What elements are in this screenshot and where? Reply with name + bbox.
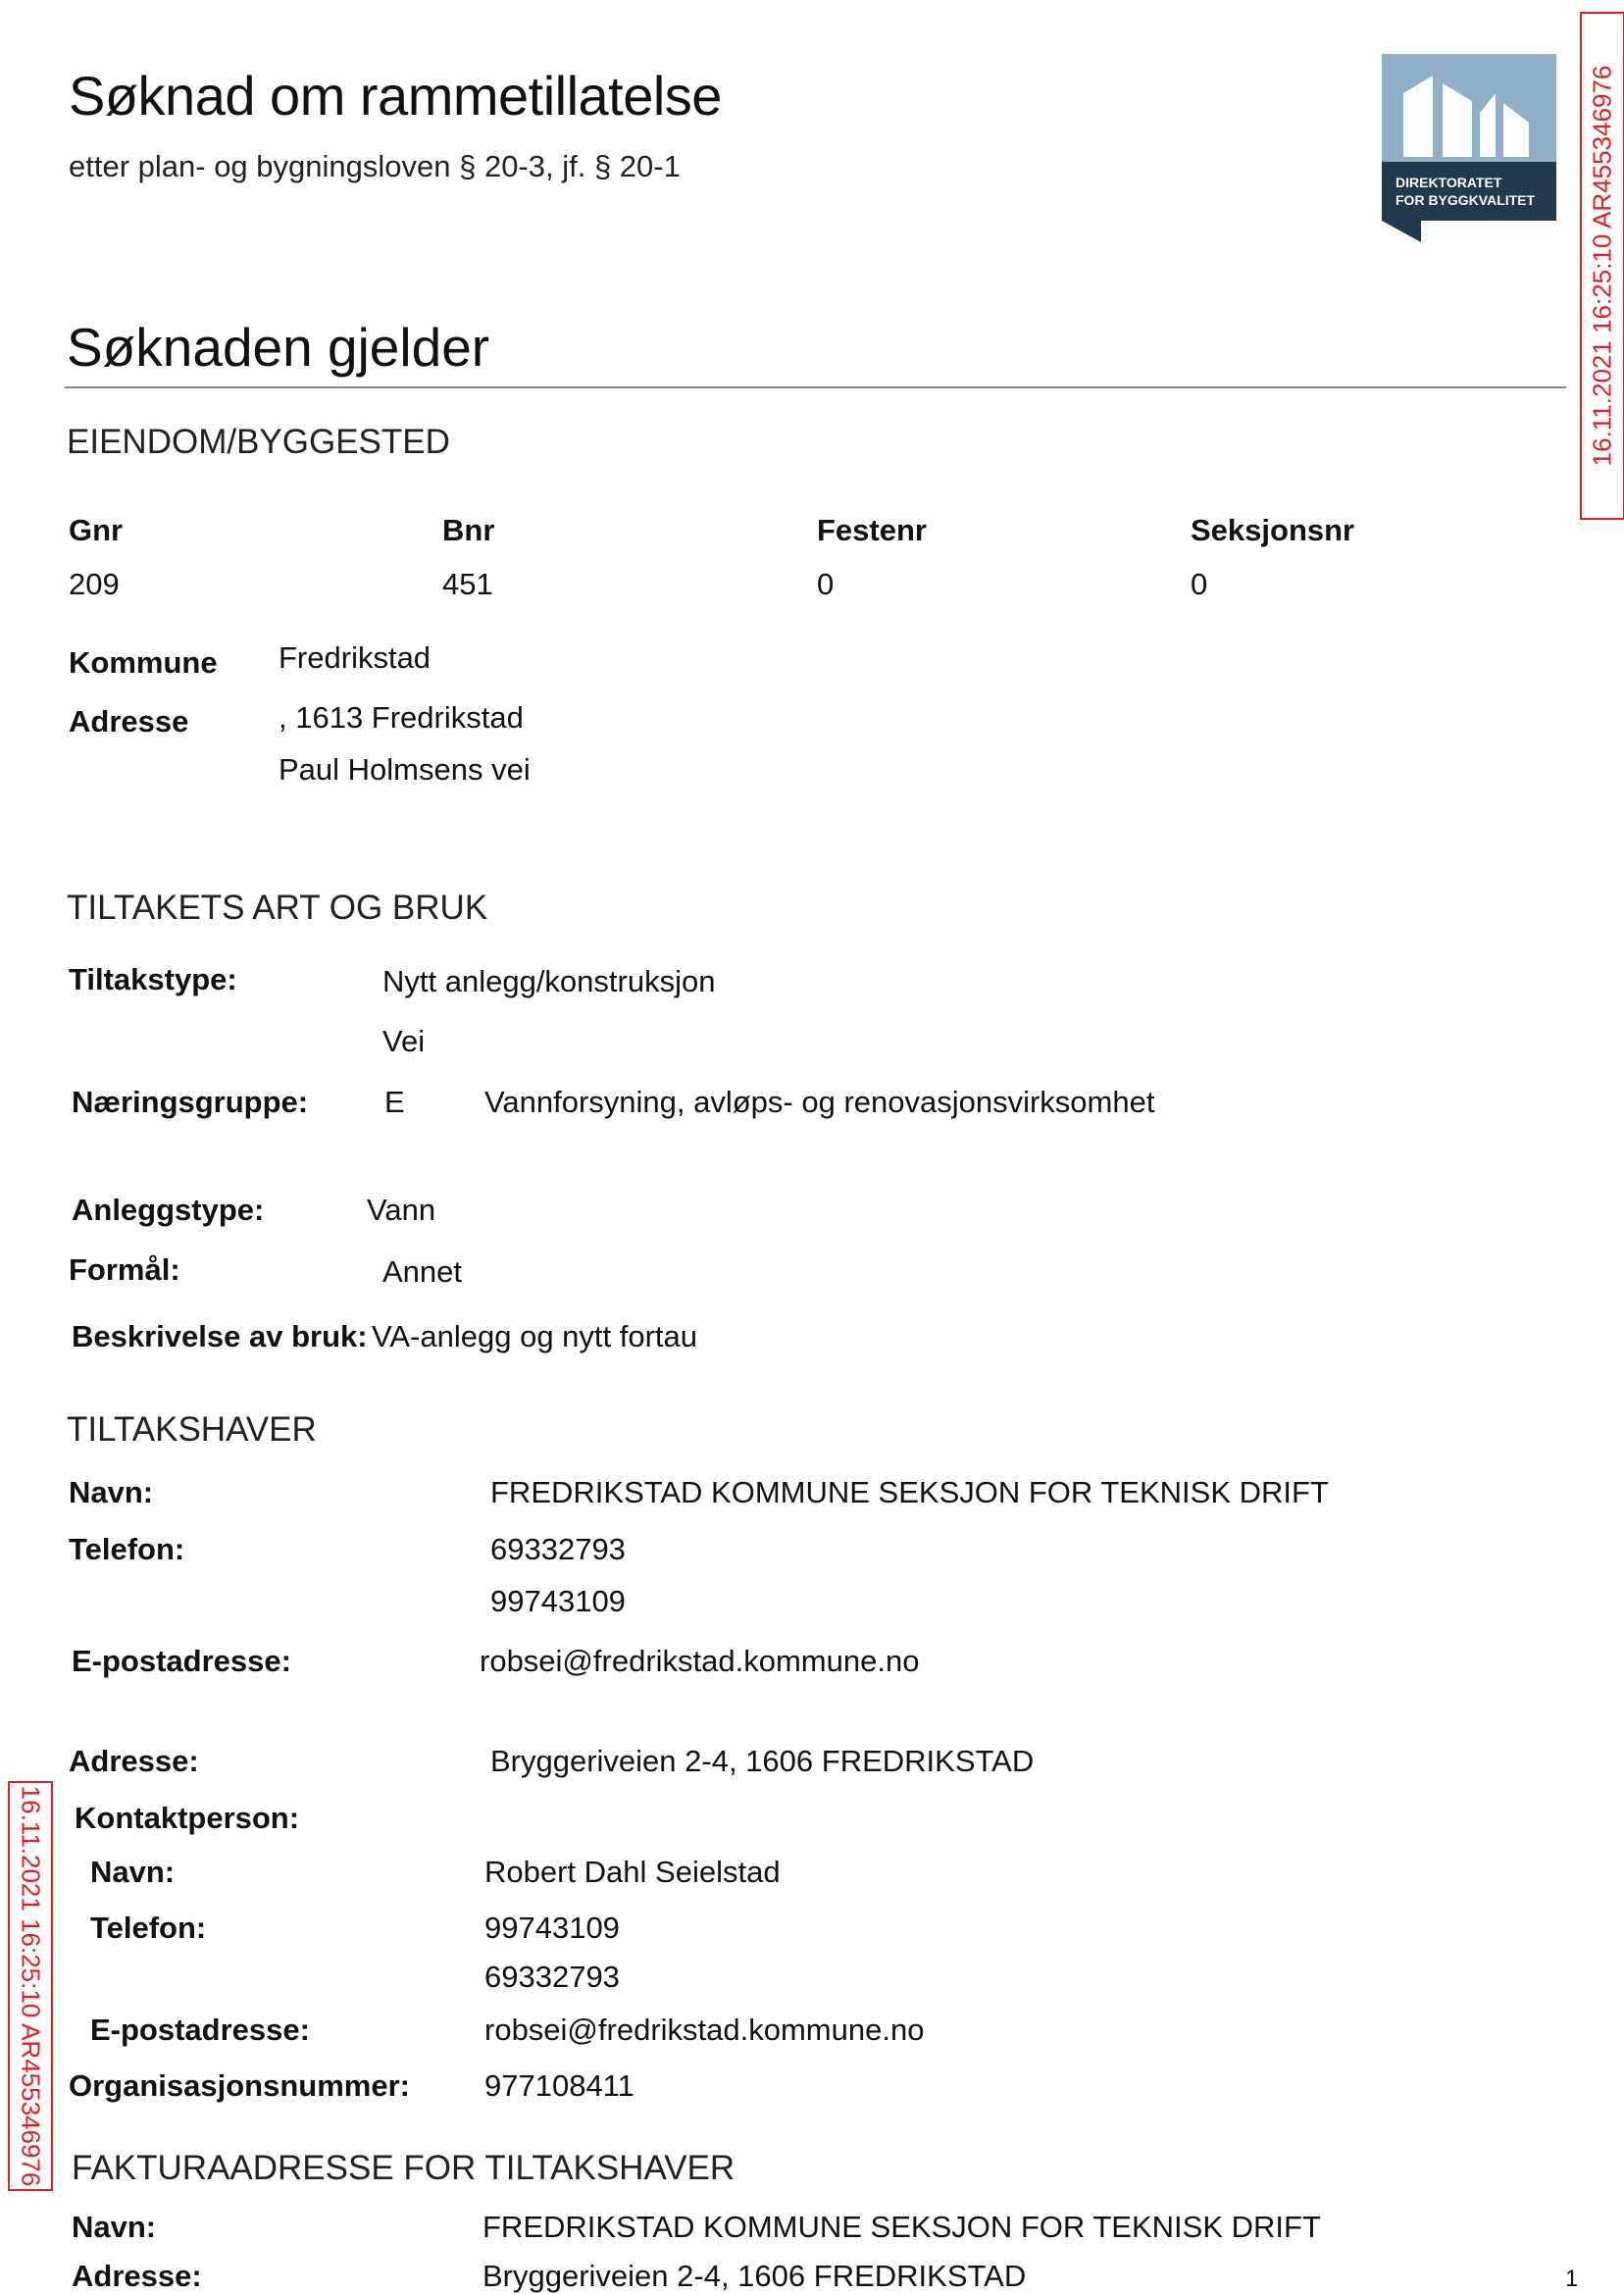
document-subtitle: etter plan- og bygningsloven § 20-3, jf. § 20-1 (69, 149, 681, 183)
stamp-text: 16.11.2021 16:25:10 AR455346976 (16, 1785, 46, 2187)
kontakt-navn-value: Robert Dahl Seielstad (484, 1855, 781, 1889)
naeringsgruppe-label: Næringsgruppe: (72, 1085, 309, 1119)
tiltakshaver-navn-value: FREDRIKSTAD KOMMUNE SEKSJON FOR TEKNISK DRIFT (490, 1475, 1329, 1509)
tiltakshaver-adresse-value: Bryggeriveien 2-4, 1606 FREDRIKSTAD (490, 1744, 1035, 1778)
logo-text-line2: FOR BYGGKVALITET (1396, 192, 1536, 208)
gnr-label: Gnr (69, 513, 124, 547)
orgnr-label: Organisasjonsnummer: (69, 2068, 410, 2103)
section-divider (65, 386, 1566, 388)
kontakt-telefon-1: 99743109 (484, 1911, 620, 1945)
festenr-label: Festenr (817, 513, 927, 547)
tiltakshaver-navn-label: Navn: (69, 1475, 154, 1509)
naeringsgruppe-code: E (384, 1085, 405, 1119)
kommune-label: Kommune (69, 645, 218, 680)
tiltakshaver-telefon-1: 69332793 (490, 1532, 626, 1566)
seksjonsnr-label: Seksjonsnr (1191, 513, 1355, 547)
bnr-value: 451 (442, 567, 493, 601)
tiltakshaver-telefon-label: Telefon: (69, 1532, 185, 1566)
tiltakshaver-heading: TILTAKSHAVER (67, 1410, 317, 1449)
faktura-adresse-label: Adresse: (72, 2259, 202, 2293)
festenr-value: 0 (817, 567, 835, 601)
faktura-heading: FAKTURAADRESSE FOR TILTAKSHAVER (72, 2149, 736, 2187)
formal-value: Annet (382, 1254, 463, 1289)
seksjonsnr-value: 0 (1191, 567, 1208, 601)
tiltakshaver-epost-value: robsei@fredrikstad.kommune.no (480, 1644, 920, 1678)
kommune-value: Fredrikstad (279, 640, 431, 675)
document-title: Søknad om rammetillatelse (69, 65, 722, 127)
registration-stamp-right (1580, 12, 1624, 520)
faktura-navn-value: FREDRIKSTAD KOMMUNE SEKSJON FOR TEKNISK DRIFT (482, 2210, 1321, 2244)
adresse-line2: Paul Holmsens vei (279, 752, 531, 787)
faktura-navn-label: Navn: (72, 2210, 157, 2244)
anleggstype-value: Vann (367, 1193, 436, 1227)
tiltakstype-value-1: Nytt anlegg/konstruksjon (382, 964, 716, 998)
adresse-line1: , 1613 Fredrikstad (279, 700, 524, 735)
kontakt-epost-value: robsei@fredrikstad.kommune.no (484, 2013, 925, 2047)
orgnr-value: 977108411 (484, 2068, 634, 2103)
adresse-label: Adresse (69, 704, 189, 739)
tiltakshaver-epost-label: E-postadresse: (72, 1644, 291, 1678)
kontakt-epost-label: E-postadresse: (90, 2013, 310, 2047)
kontakt-navn-label: Navn: (90, 1855, 176, 1889)
section-heading-soknad: Søknaden gjelder (67, 317, 490, 378)
tiltakstype-label: Tiltakstype: (69, 962, 237, 996)
registration-stamp-left (8, 1781, 53, 2191)
kontakt-telefon-label: Telefon: (90, 1911, 207, 1945)
faktura-adresse-value: Bryggeriveien 2-4, 1606 FREDRIKSTAD (482, 2259, 1027, 2293)
bnr-label: Bnr (442, 513, 495, 547)
eiendom-heading: EIENDOM/BYGGESTED (67, 423, 450, 461)
formal-label: Formål: (69, 1252, 180, 1287)
dibk-logo (1382, 54, 1556, 242)
anleggstype-label: Anleggstype: (72, 1193, 265, 1227)
logo-text-line1: DIREKTORATET (1396, 175, 1502, 190)
kontaktperson-label: Kontaktperson: (75, 1801, 300, 1835)
beskrivelse-value: VA-anlegg og nytt fortau (372, 1319, 698, 1353)
kontakt-telefon-2: 69332793 (484, 1960, 620, 1994)
stamp-text: 16.11.2021 16:25:10 AR455346976 (1587, 65, 1617, 467)
tiltakshaver-telefon-2: 99743109 (490, 1584, 626, 1618)
naeringsgruppe-text: Vannforsyning, avløps- og renovasjonsvirksomhet (484, 1085, 1155, 1119)
tiltak-heading: TILTAKETS ART OG BRUK (67, 889, 488, 927)
beskrivelse-label: Beskrivelse av bruk: (72, 1319, 368, 1353)
page-number: 1 (1565, 2266, 1579, 2292)
tiltakstype-value-2: Vei (382, 1024, 426, 1058)
tiltakshaver-adresse-label: Adresse: (69, 1744, 199, 1778)
gnr-value: 209 (69, 567, 120, 601)
logo-graphic (1382, 54, 1556, 242)
